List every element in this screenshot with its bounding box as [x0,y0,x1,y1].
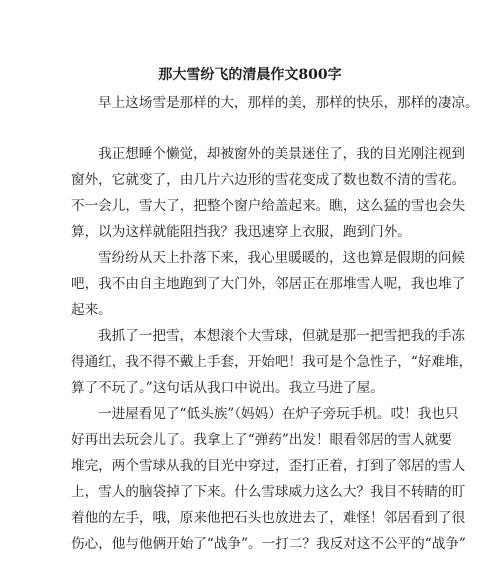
paragraph-line: 早上这场雪是那样的大，那样的美，那样的快乐，那样的凄凉。 [98,95,479,111]
paragraph-line: 起来。 [71,302,112,318]
paragraph-line: 堆完，两个雪球从我的目光中穿过，歪打正着，打到了邻居的雪人 [71,458,466,474]
paragraph-line: 我正想睡个懒觉，却被窗外的美景迷住了，我的目光刚注视到 [98,146,466,162]
paragraph-line: 得通红，我不得不戴上手套，开始吧！我可是个急性子，“好难堆， [71,354,473,370]
paragraph-line: 一进屋看见了“低头族”（妈妈）在炉子旁玩手机。哎！我也只 [98,406,459,422]
paragraph-line: 着他的左手，哦，原来他把石头也放进去了，难怪！邻居看到了很 [71,510,466,526]
paragraph-line: 窗外，它就变了，由几片六边形的雪花变成了数也数不清的雪花。 [71,172,466,188]
paragraph-line: 算了不玩了。”这句话从我口中说出。我立马进了屋。 [71,380,384,396]
paragraph-line: 伤心，他与他俩开始了“战争”。一打二？我反对这不公平的“战争” [71,536,466,552]
paragraph-line: 好再出去玩会儿了。我拿上了“弹药”出发！眼看邻居的雪人就要 [71,432,452,448]
paragraph-line: 上，雪人的脑袋掉了下来。什么雪球威力这么大？我目不转睛的盯 [71,484,466,500]
paragraph-line: 算，以为这样就能阻挡我？我迅速穿上衣服，跑到门外。 [71,224,411,240]
paragraph-line: 吧，我不由自主地跑到了大门外，邻居正在那堆雪人呢，我也堆了 [71,276,466,292]
paragraph-line: 不一会儿，雪大了，把整个窗户给盖起来。瞧，这么猛的雪也会失 [71,198,466,214]
paragraph-line: 我抓了一把雪，本想滚个大雪球，但就是那一把雪把我的手冻 [98,328,466,344]
paragraph-line: 雪纷纷从天上扑落下来，我心里暖暖的，这也算是假期的问候 [98,250,466,266]
document-title: 那大雪纷飞的清晨作文800字 [158,67,342,83]
